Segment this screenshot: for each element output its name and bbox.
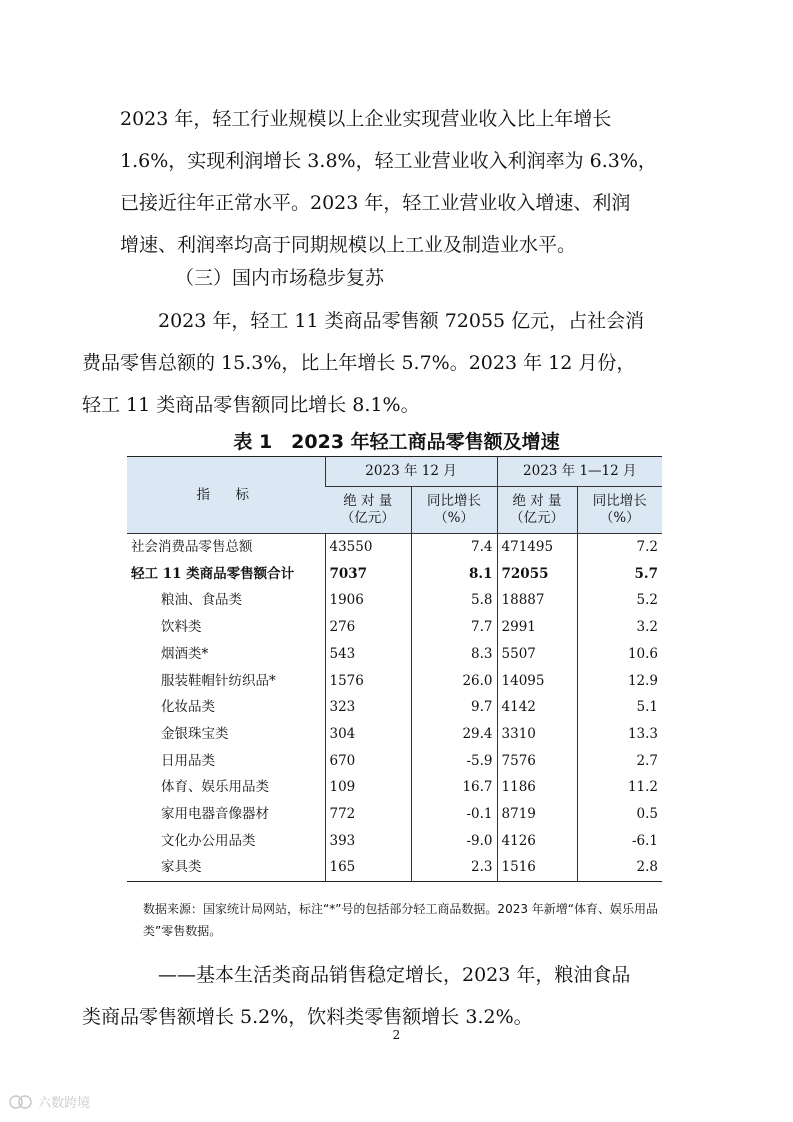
table-row	[127, 748, 662, 775]
table-row	[127, 534, 662, 561]
watermark-logo	[8, 1092, 90, 1111]
month-pct: -9.0	[411, 828, 497, 855]
retail-sales-table	[127, 456, 662, 882]
row-name: 金银珠宝类	[161, 725, 229, 742]
watermark-icon	[8, 1094, 34, 1110]
row-name: 化妆品类	[161, 699, 215, 716]
table-title: 表 1 2023 年轻工商品零售额及增速	[233, 431, 560, 453]
month-pct: -5.9	[411, 748, 497, 775]
period-header-year: 2023 年 1—12 月	[497, 457, 662, 487]
month-abs: 323	[325, 694, 411, 721]
year-abs: 72055	[497, 561, 577, 588]
year-pct: 5.2	[577, 587, 662, 614]
row-name: 家具类	[161, 859, 202, 876]
indicator-header: 指 标	[127, 457, 325, 534]
row-name: 饮料类	[161, 619, 202, 636]
year-abs: 8719	[497, 801, 577, 828]
month-abs: 670	[325, 748, 411, 775]
year-pct: 7.2	[577, 534, 662, 561]
data-source-note: 数据来源：国家统计局网站，标注“*”号的包括部分轻工商品数据。2023 年新增“体育、娱乐用品类”零售数据。	[143, 902, 659, 938]
text-line: 增速、利润率均高于同期规模以上工业及制造业水平。	[120, 234, 577, 256]
table-row	[127, 668, 662, 695]
pct-header: 同比增长 （%）	[577, 487, 662, 534]
month-pct: 7.4	[411, 534, 497, 561]
year-abs: 18887	[497, 587, 577, 614]
year-abs: 1516	[497, 854, 577, 881]
year-pct: 2.7	[577, 748, 662, 775]
year-abs: 1186	[497, 774, 577, 801]
month-abs: 772	[325, 801, 411, 828]
year-pct: 3.2	[577, 614, 662, 641]
text-line: 2023 年，轻工行业规模以上企业实现营业收入比上年增长	[120, 108, 612, 130]
period-header-month: 2023 年 12 月	[325, 457, 497, 487]
section-heading: （三）国内市场稳步复苏	[175, 267, 385, 289]
month-abs: 276	[325, 614, 411, 641]
year-abs: 471495	[497, 534, 577, 561]
month-abs: 1576	[325, 668, 411, 695]
year-pct: 5.1	[577, 694, 662, 721]
row-name: 社会消费品零售总额	[131, 539, 253, 555]
text-line: 已接近往年正常水平。2023 年，轻工业营业收入增速、利润	[120, 192, 631, 214]
abs-header: 绝 对 量 （亿元）	[497, 487, 577, 534]
table-row	[127, 614, 662, 641]
row-name: 家用电器音像器材	[161, 806, 269, 823]
month-pct: 26.0	[411, 668, 497, 695]
month-pct: 8.1	[411, 561, 497, 588]
abs-header: 绝 对 量 （亿元）	[325, 487, 411, 534]
table-row	[127, 801, 662, 828]
table-row	[127, 828, 662, 855]
text-line: 类商品零售额增长 5.2%，饮料类零售额增长 3.2%。	[82, 1006, 533, 1028]
year-abs: 5507	[497, 641, 577, 668]
month-abs: 393	[325, 828, 411, 855]
row-name: 轻工 11 类商品零售额合计	[131, 565, 295, 582]
year-abs: 7576	[497, 748, 577, 775]
pct-header: 同比增长 （%）	[411, 487, 497, 534]
row-name: 体育、娱乐用品类	[161, 779, 269, 796]
market-paragraph	[82, 300, 680, 426]
month-pct: 9.7	[411, 694, 497, 721]
table-row	[127, 774, 662, 801]
year-pct: 2.8	[577, 854, 662, 881]
table-row	[127, 721, 662, 748]
row-name: 烟酒类*	[161, 645, 209, 662]
text-line: ——基本生活类商品销售稳定增长，2023 年，粮油食品	[158, 964, 631, 986]
table-row-total	[127, 561, 662, 588]
year-abs: 4126	[497, 828, 577, 855]
page-number: 2	[392, 1028, 401, 1042]
month-abs: 304	[325, 721, 411, 748]
table-row	[127, 854, 662, 881]
month-abs: 543	[325, 641, 411, 668]
text-line: 1.6%，实现利润增长 3.8%，轻工业营业收入利润率为 6.3%，	[120, 150, 657, 172]
table-row	[127, 641, 662, 668]
month-pct: 29.4	[411, 721, 497, 748]
year-pct: 13.3	[577, 721, 662, 748]
year-pct: 12.9	[577, 668, 662, 695]
table-row	[127, 694, 662, 721]
intro-paragraph	[120, 98, 680, 266]
row-name: 日用品类	[161, 752, 215, 769]
watermark-text: 六数跨境	[38, 1096, 91, 1111]
basic-goods-paragraph	[82, 954, 680, 1038]
text-line: 2023 年，轻工 11 类商品零售额 72055 亿元，占社会消	[158, 310, 645, 332]
year-abs: 4142	[497, 694, 577, 721]
month-pct: 8.3	[411, 641, 497, 668]
month-pct: 16.7	[411, 774, 497, 801]
month-pct: 2.3	[411, 854, 497, 881]
row-name: 粮油、食品类	[161, 592, 242, 609]
year-abs: 14095	[497, 668, 577, 695]
text-line: 费品零售总额的 15.3%，比上年增长 5.7%。2023 年 12 月份，	[82, 352, 636, 374]
table-row	[127, 587, 662, 614]
row-name: 服装鞋帽针纺织品*	[161, 672, 276, 689]
year-pct: -6.1	[577, 828, 662, 855]
month-abs: 165	[325, 854, 411, 881]
text-line: 轻工 11 类商品零售额同比增长 8.1%。	[82, 394, 420, 416]
month-pct: 7.7	[411, 614, 497, 641]
month-pct: 5.8	[411, 587, 497, 614]
month-abs: 43550	[325, 534, 411, 561]
year-abs: 2991	[497, 614, 577, 641]
month-abs: 109	[325, 774, 411, 801]
year-abs: 3310	[497, 721, 577, 748]
year-pct: 11.2	[577, 774, 662, 801]
year-pct: 0.5	[577, 801, 662, 828]
year-pct: 10.6	[577, 641, 662, 668]
year-pct: 5.7	[577, 561, 662, 588]
month-pct: -0.1	[411, 801, 497, 828]
row-name: 文化办公用品类	[161, 832, 256, 849]
month-abs: 7037	[325, 561, 411, 588]
month-abs: 1906	[325, 587, 411, 614]
